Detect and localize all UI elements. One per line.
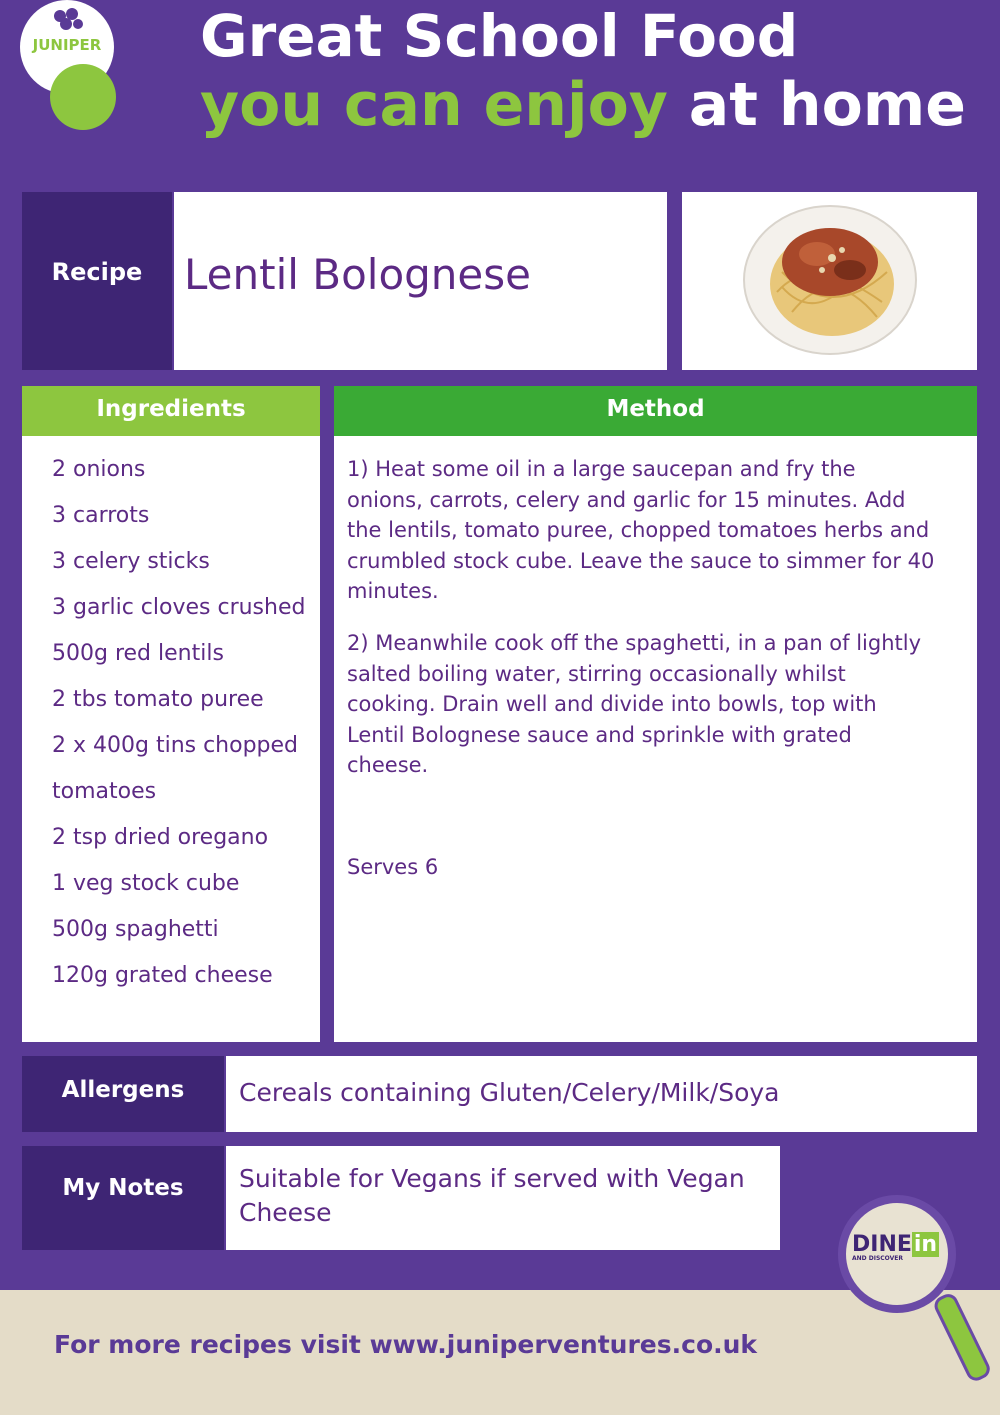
list-item: 1 veg stock cube (52, 871, 240, 896)
berries-icon (48, 6, 88, 34)
allergens-value: Cereals containing Gluten/Celery/Milk/Soya (239, 1078, 780, 1107)
list-item: 2 onions (52, 457, 146, 482)
recipe-name: Lentil Bolognese (184, 250, 531, 299)
list-item: 2 tsp dried oregano (52, 825, 269, 850)
list-item: 500g red lentils (52, 641, 224, 666)
tennis-ball-icon (50, 64, 116, 130)
dine-in-logo (852, 1232, 952, 1262)
list-item: 2 tbs tomato puree (52, 687, 264, 712)
list-item: 3 carrots (52, 503, 150, 528)
list-item: 3 celery sticks (52, 549, 210, 574)
method-step-2: 2) Meanwhile cook off the spaghetti, in a pan of lightly salted boiling water, stirring occasionally whilst cooking. Drain well and divide into bowls, top with Lentil Bolognese sauce and sprinkle with grated cheese. (347, 631, 922, 777)
serves-text: Serves 6 (347, 855, 439, 879)
recipe-photo (682, 192, 977, 370)
spaghetti-plate-icon (682, 192, 977, 370)
list-item: 120g grated cheese (52, 963, 273, 988)
in-text: in (913, 1232, 938, 1257)
title-white-text: at home (688, 70, 967, 140)
ingredients-list (52, 452, 305, 1004)
list-item: 3 garlic cloves crushed (52, 595, 306, 620)
allergens-box (226, 1056, 977, 1132)
method-heading: Method (334, 386, 977, 436)
notes-label: My Notes (22, 1146, 224, 1250)
list-item: tomatoes (52, 779, 157, 804)
logo-text: JUNIPER (32, 36, 102, 54)
page-title-line1: Great School Food (200, 2, 799, 70)
allergens-label: Allergens (22, 1056, 224, 1132)
title-green-text: you can enjoy (200, 70, 668, 140)
page-title-line2 (200, 70, 966, 140)
list-item: 500g spaghetti (52, 917, 219, 942)
footer-link[interactable]: For more recipes visit www.juniperventures.co.uk (54, 1330, 758, 1359)
method-step-1: 1) Heat some oil in a large saucepan and fry the onions, carrots, celery and garlic for 15 minutes. Add the lentils, tomato puree, chopped tomatoes herbs and crumbled stock cube. Leave the sauce to simmer for 40 minutes. (347, 457, 935, 603)
dine-subtext: AND DISCOVER (852, 1255, 903, 1262)
ingredients-heading: Ingredients (22, 386, 320, 436)
list-item: 2 x 400g tins chopped (52, 733, 299, 758)
notes-box (226, 1146, 780, 1250)
dine-text: DINE (852, 1232, 912, 1257)
recipe-label: Recipe (51, 258, 143, 286)
notes-value: Suitable for Vegans if served with Vegan Cheese (239, 1164, 745, 1227)
